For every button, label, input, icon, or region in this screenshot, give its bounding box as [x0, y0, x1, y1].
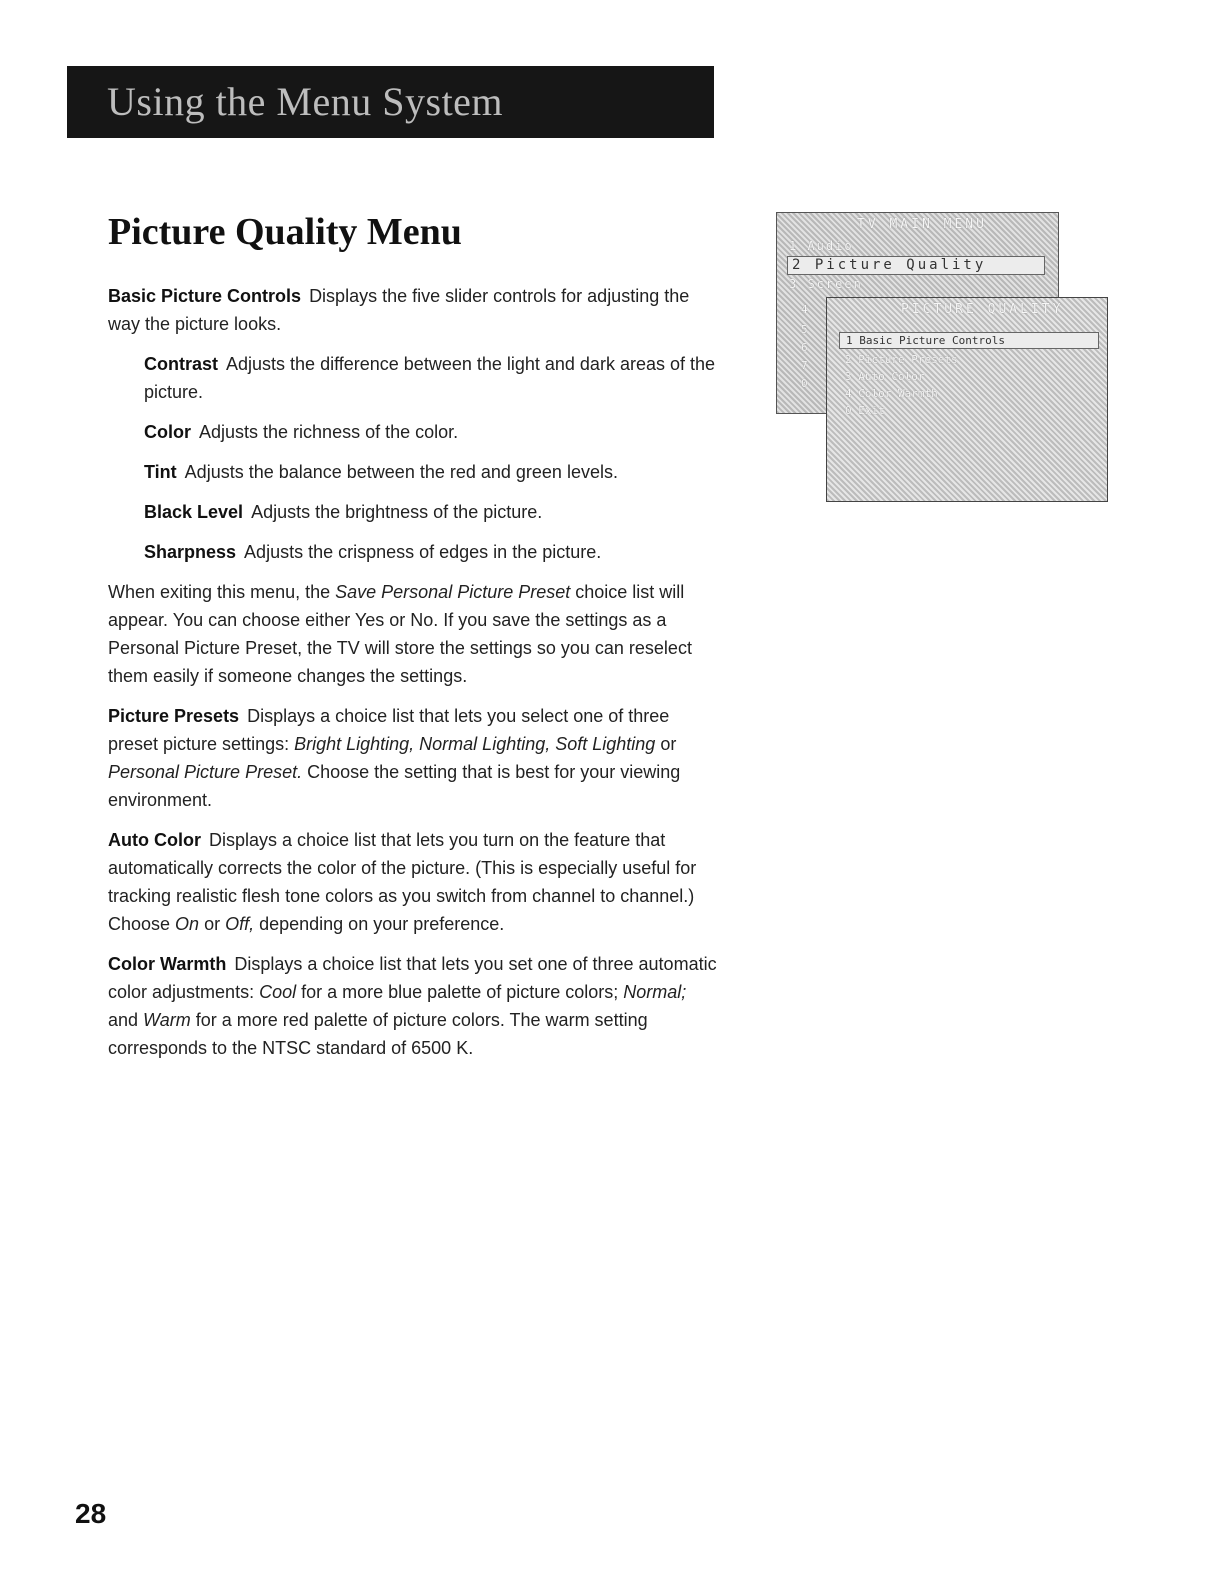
color-warmth-and: and	[108, 1010, 144, 1030]
main-menu-title: TV MAIN MENU	[857, 217, 987, 232]
header-bar	[67, 66, 714, 138]
auto-color-text-end: depending on your preference.	[254, 914, 505, 934]
auto-color-or: or	[199, 914, 226, 934]
term-color-warmth: Color Warmth	[108, 954, 227, 974]
term-color: Color	[144, 422, 191, 442]
main-menu-item: 6	[801, 341, 808, 354]
para-color-warmth	[108, 950, 718, 1062]
sub-menu-item: 0 Exit	[845, 404, 885, 417]
color-warmth-text-end: for a more red palette of picture colors. The warm setting corresponds to the NTSC standard of 6500 K.	[108, 1010, 648, 1058]
main-menu-item: 5	[801, 323, 808, 336]
color-warmth-normal: Normal;	[623, 982, 687, 1002]
main-menu-item: 1 Audio	[789, 239, 854, 253]
para-sharpness	[144, 538, 718, 566]
main-menu-item: 7	[801, 359, 808, 372]
exit-note-emphasis: Save Personal Picture Preset	[335, 582, 571, 602]
page-title: Picture Quality Menu	[108, 211, 462, 253]
desc-color: Adjusts the richness of the color.	[199, 422, 459, 442]
para-contrast	[144, 350, 718, 406]
desc-black-level: Adjusts the brightness of the picture.	[251, 502, 543, 522]
tv-picture-quality-screen	[826, 297, 1108, 502]
para-tint	[144, 458, 718, 486]
auto-color-text: Displays a choice list that lets you turn on the feature that automatically corrects the color of the picture. (This is especially useful for tracking realistic flesh tone colors as you switch from channel to channel.) Choose	[108, 830, 697, 934]
color-warmth-warm: Warm	[143, 1010, 191, 1030]
auto-color-off: Off,	[225, 914, 255, 934]
term-contrast: Contrast	[144, 354, 219, 374]
color-warmth-text-2: for a more blue palette of picture colors;	[296, 982, 624, 1002]
color-warmth-text: Displays a choice list that lets you set one of three automatic color adjustments:	[108, 954, 717, 1002]
main-menu-item: 3 Screen	[789, 277, 863, 291]
sub-menu-title: PICTURE QUALITY	[901, 302, 1064, 317]
color-warmth-cool: Cool	[259, 982, 297, 1002]
desc-tint: Adjusts the balance between the red and green levels.	[184, 462, 618, 482]
presets-options: Bright Lighting, Normal Lighting, Soft Lighting	[294, 734, 656, 754]
presets-text-end: Choose the setting that is best for your viewing environment.	[108, 762, 681, 810]
main-menu-item: 0	[801, 377, 808, 390]
auto-color-on: On	[175, 914, 200, 934]
term-auto-color: Auto Color	[108, 830, 201, 850]
page-number: 28	[75, 1498, 107, 1529]
desc-sharpness: Adjusts the crispness of edges in the picture.	[244, 542, 602, 562]
term-tint: Tint	[144, 462, 177, 482]
exit-note-text-end: choice list will appear. You can choose either Yes or No. If you save the settings as a Personal Picture Preset, the TV will store the settings so you can reselect them easily if someone changes the settings.	[108, 582, 692, 686]
presets-text: Displays a choice list that lets you select one of three preset picture settings:	[108, 706, 670, 754]
term-black-level: Black Level	[144, 502, 244, 522]
header-title: Using the Menu System	[107, 79, 504, 124]
sub-menu-item: 3 Auto Color	[845, 370, 925, 383]
sub-menu-item-selected: 1 Basic Picture Controls	[839, 332, 1099, 349]
para-exit-note	[108, 578, 718, 690]
term-sharpness: Sharpness	[144, 542, 237, 562]
main-menu-item-selected: 2 Picture Quality	[787, 256, 1045, 275]
para-color	[144, 418, 718, 446]
main-menu-item: 4	[801, 303, 808, 316]
para-auto-color	[108, 826, 718, 938]
term-basic-picture-controls: Basic Picture Controls	[108, 286, 302, 306]
presets-personal: Personal Picture Preset.	[108, 762, 303, 782]
para-basic-picture-controls	[108, 282, 718, 338]
sub-menu-item: 2 Picture Presets	[845, 353, 958, 366]
para-black-level	[144, 498, 718, 526]
exit-note-text: When exiting this menu, the	[108, 582, 336, 602]
para-picture-presets	[108, 702, 718, 814]
sub-menu-item: 4 Color Warmth	[845, 387, 938, 400]
presets-or: or	[655, 734, 677, 754]
desc-contrast: Adjusts the difference between the light and dark areas of the picture.	[144, 354, 716, 402]
desc-basic-picture-controls: Displays the five slider controls for adjusting the way the picture looks.	[108, 286, 690, 334]
content-body	[108, 282, 718, 1074]
term-picture-presets: Picture Presets	[108, 706, 240, 726]
